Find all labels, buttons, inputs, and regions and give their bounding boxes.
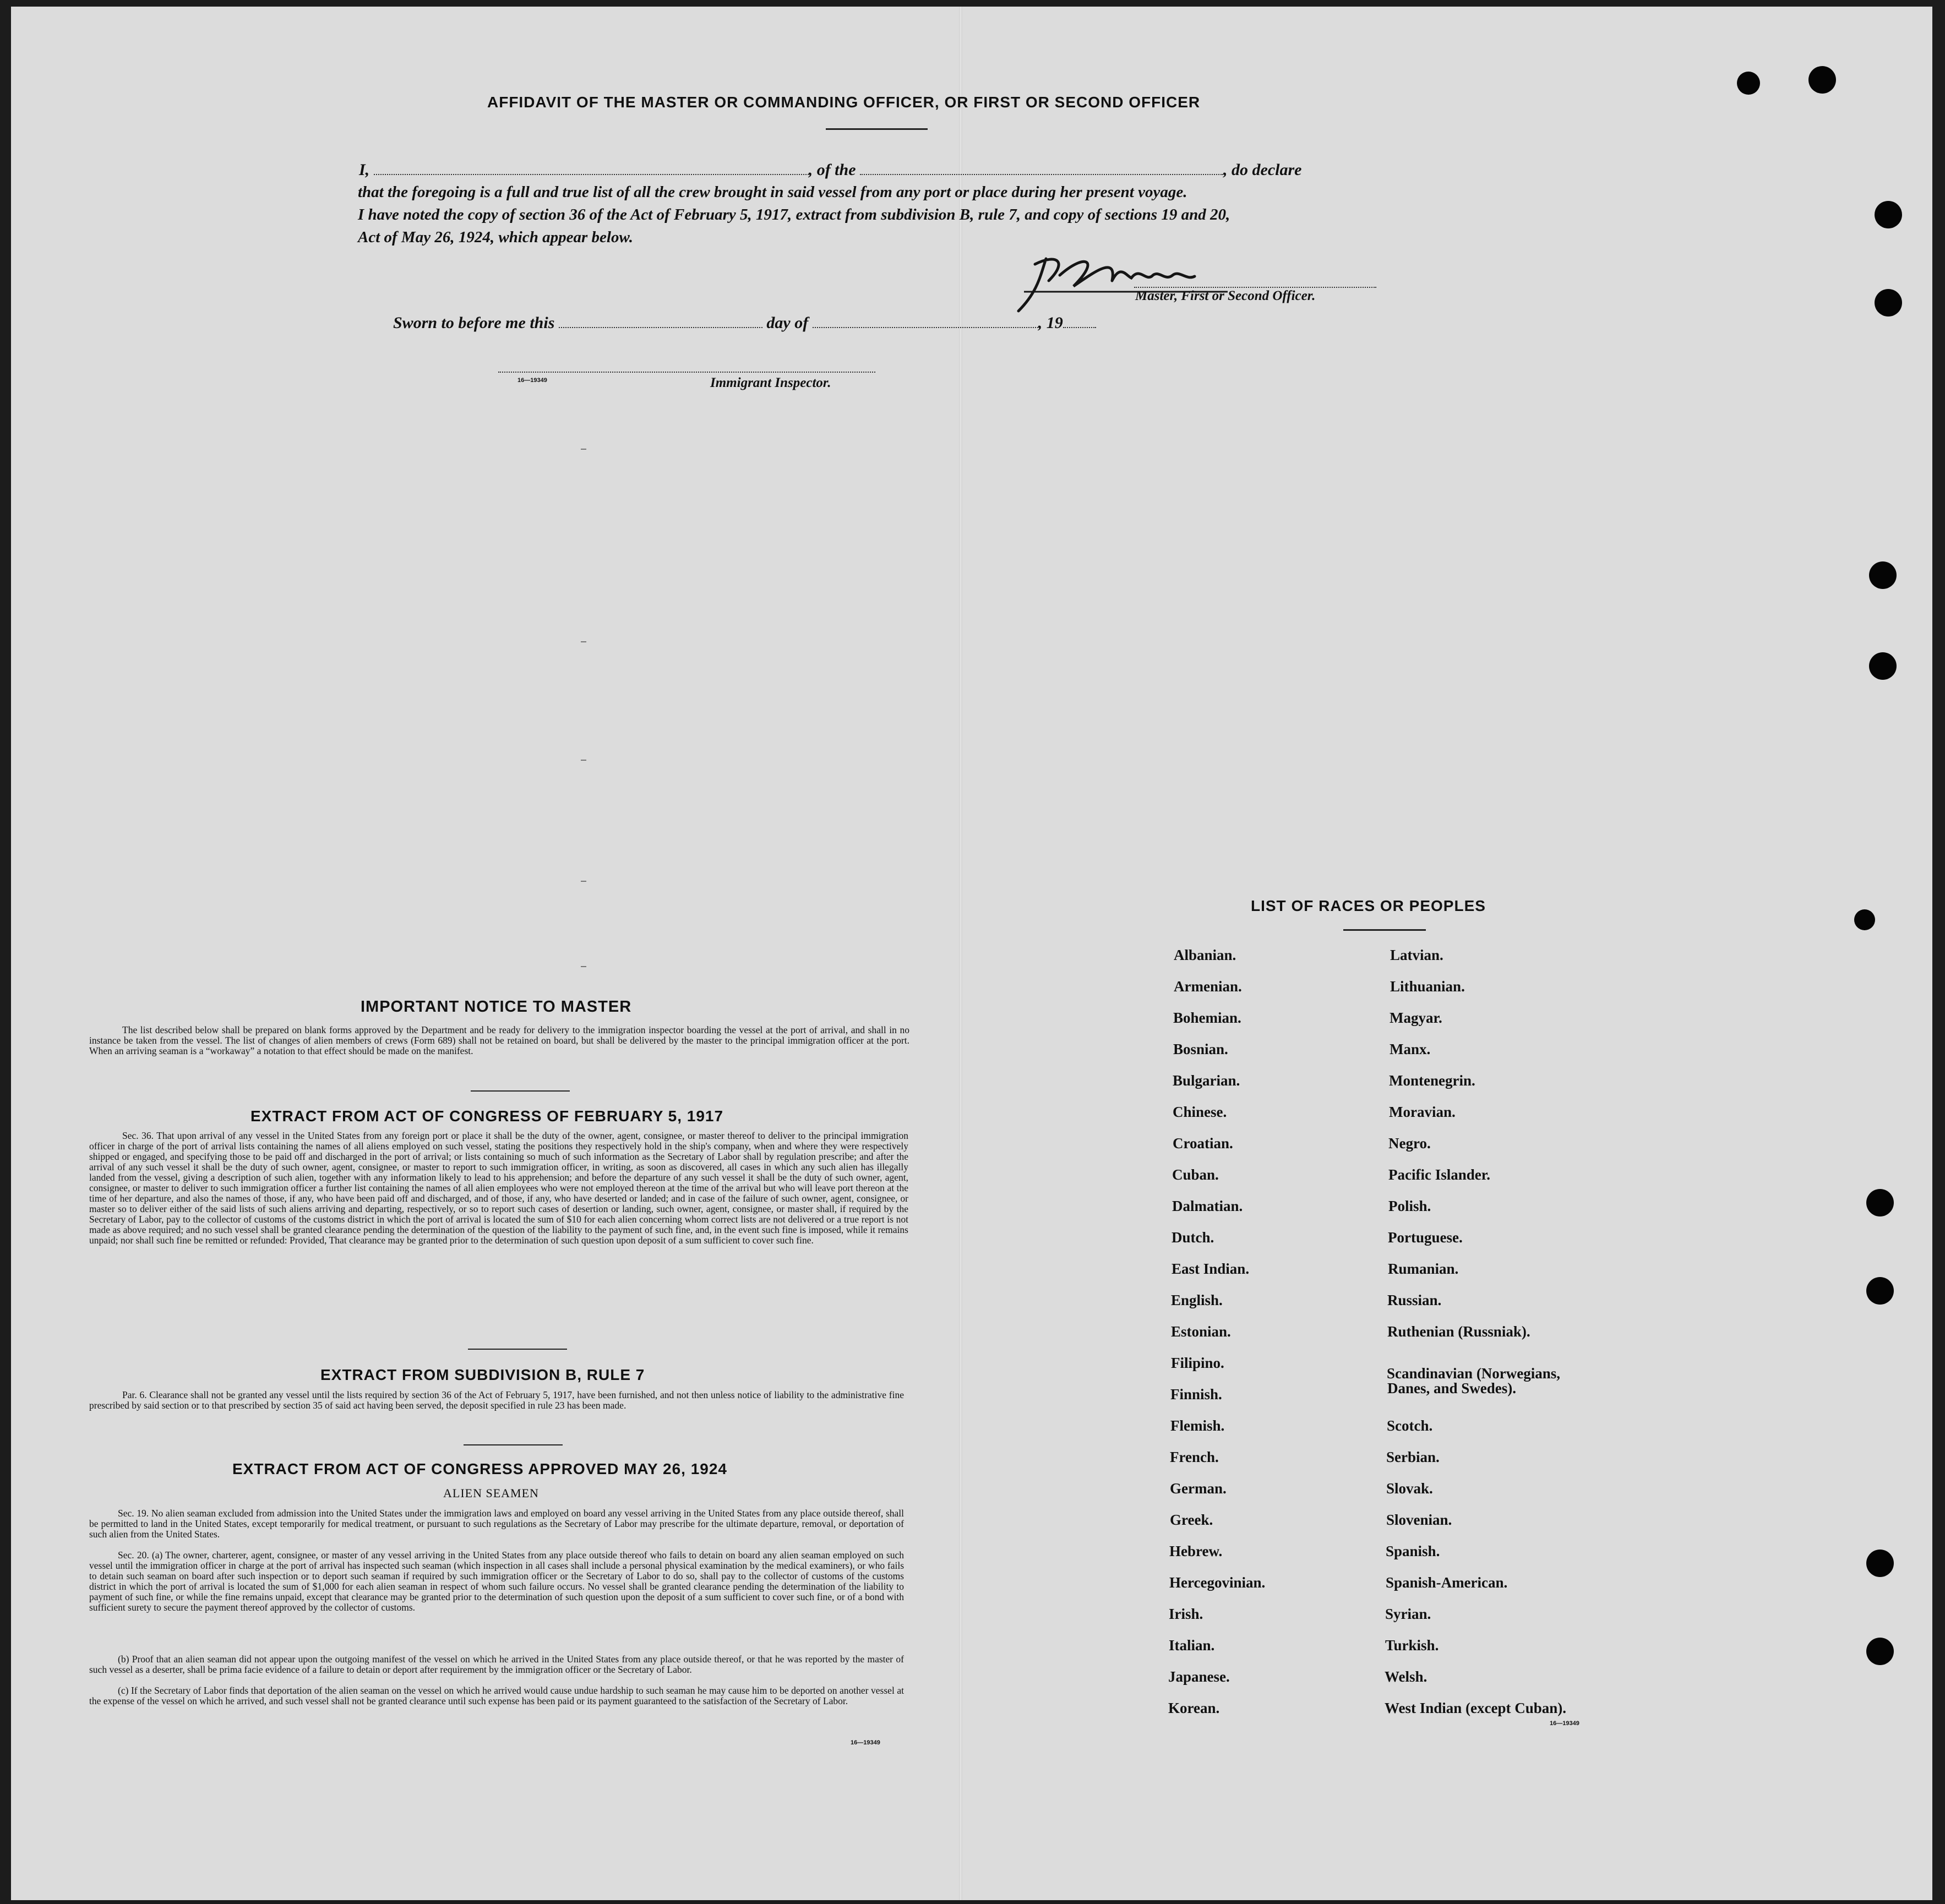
race-item: Albanian.: [1174, 947, 1236, 963]
inspector-caption: Immigrant Inspector.: [710, 375, 831, 390]
punch-hole: [1869, 652, 1897, 680]
race-item: Spanish.: [1386, 1543, 1440, 1559]
declaration-declare: , do declare: [1223, 161, 1302, 179]
extract-1917-text: Sec. 36. That upon arrival of any vessel in the United States from any foreign port or place it shall be the duty of the owner, agent, consignee, or master thereof to deliver to the principal immigration officer in charge of the port of arrival lists containing the names of all aliens employed on such vessel, stating the positions they respectively hold in the ship's company, when and where they were respectively shipped or engaged, and specifying those to be paid off and discharged in the port of arrival; or lists containing so much of such information as the Secretary of Labor shall by regulation prescribe; and after the arrival of any such vessel it shall be the duty of such owner, agent, consignee, or master to report to such immigration officer, in writing, as soon as discovered, all cases in which any such alien has illegally landed from the vessel, giving a description of such alien, together with any information likely to lead to his apprehension; and before the departure of any such vessel it shall be the duty of such owner, agent, consignee, or master to deliver to such immigration officer a further list containing the names of all alien employees who were not employed thereon at the time of the arrival but who will leave port thereon at the time of her departure, and also the names of those, if any, who have been paid off and discharged, and of those, if any, who have deserted or landed; and in case of the failure of such owner, agent, consignee, or master so to deliver either of the said lists of such aliens arriving and departing, respectively, or so to report such cases of desertion or landing, such owner, agent, consignee, or master shall, if required by the Secretary of Labor, pay to the collector of customs of the customs district in which the port of arrival is located the sum of $10 for each alien concerning whom correct lists are not delivered or a true report is not made as above required; and no such vessel shall be granted clearance pending the determination of the question of the liability to the payment of such fine, and, in the event such fine is imposed, while it remains unpaid; nor shall such fine be remitted or refunded: Provided, That clearance may be granted prior to the determination of such question upon deposit of a sum sufficient to cover such fine.: [89, 1130, 908, 1246]
race-item: Welsh.: [1385, 1668, 1428, 1685]
race-item: Latvian.: [1390, 947, 1443, 963]
sec20c-text: (c) If the Secretary of Labor finds that deportation of the alien seaman on the vessel on which he arrived would cause undue hardship to such seaman he may cause him to be deported on another vessel at the expense of the vessel on which he arrived, and such vessel shall not be granted clearance until such expense has been paid or its payment guaranteed to the satisfaction of the Secretary of Labor.: [89, 1685, 904, 1706]
race-item: Finnish.: [1170, 1386, 1222, 1403]
race-item: Negro.: [1388, 1135, 1431, 1152]
extract-form-number: 16—19349: [851, 1739, 880, 1746]
punch-hole: [1854, 909, 1875, 930]
race-item: Bohemian.: [1173, 1010, 1241, 1026]
race-item: Hebrew.: [1169, 1543, 1223, 1559]
margin-mark: [581, 966, 586, 967]
punch-hole: [1866, 1550, 1894, 1577]
declaration-line-2: that the foregoing is a full and true list of all the crew brought in said vessel from any port or place during her present voyage.: [358, 183, 1187, 201]
signature-caption: Master, First or Second Officer.: [1135, 288, 1316, 303]
margin-mark: [581, 449, 586, 450]
vessel-field[interactable]: [860, 173, 1223, 175]
race-item: Croatian.: [1173, 1135, 1233, 1152]
punch-hole: [1875, 289, 1902, 317]
declaration-of-the: , of the: [808, 161, 856, 179]
race-item: Bulgarian.: [1173, 1072, 1240, 1089]
race-item: Scandinavian (Norwegians,: [1387, 1365, 1561, 1382]
race-item: Scotch.: [1387, 1417, 1433, 1434]
race-item: Slovak.: [1386, 1480, 1433, 1497]
punch-hole: [1869, 561, 1897, 589]
race-item: Pacific Islander.: [1388, 1166, 1490, 1183]
races-rule: [1343, 929, 1426, 931]
title-rule: [826, 128, 928, 130]
rule7-text: Par. 6. Clearance shall not be granted any vessel until the lists required by section 36 of the Act of February 5, 1917, have been furnished, and not then unless notice of liability to the administrative fine prescribed by said section or to that prescribed by section 35 of said act having been served, the deposit specified in rule 23 has been made.: [89, 1389, 904, 1411]
race-item: Dalmatian.: [1172, 1198, 1243, 1214]
race-item: Ruthenian (Russniak).: [1387, 1323, 1530, 1340]
race-item: Lithuanian.: [1390, 978, 1465, 995]
race-item: Portuguese.: [1388, 1229, 1463, 1246]
race-item: Turkish.: [1385, 1637, 1439, 1654]
races-form-number: 16—19349: [1550, 1720, 1579, 1727]
race-item: East Indian.: [1172, 1261, 1250, 1277]
race-item: Estonian.: [1171, 1323, 1231, 1340]
race-item: Cuban.: [1172, 1166, 1219, 1183]
race-item: Rumanian.: [1388, 1261, 1459, 1277]
race-item: English.: [1171, 1292, 1223, 1308]
inspector-line: [498, 372, 875, 373]
race-item: Filipino.: [1171, 1355, 1224, 1371]
race-item: Montenegrin.: [1389, 1072, 1475, 1089]
race-item: Magyar.: [1390, 1010, 1442, 1026]
race-item: Slovenian.: [1386, 1512, 1452, 1528]
affidavit-title: AFFIDAVIT OF THE MASTER OR COMMANDING OFFICER, OR FIRST OR SECOND OFFICER: [487, 94, 1201, 111]
extract-1924-title: EXTRACT FROM ACT OF CONGRESS APPROVED MAY 26, 1924: [232, 1460, 727, 1477]
race-item: Syrian.: [1385, 1606, 1431, 1622]
punch-hole: [1808, 66, 1836, 94]
race-item: Manx.: [1390, 1041, 1431, 1057]
extract-1917-title: EXTRACT FROM ACT OF CONGRESS OF FEBRUARY 5, 1917: [250, 1108, 724, 1125]
race-item: Hercegovinian.: [1169, 1574, 1266, 1591]
sworn-year-prefix: , 19: [1038, 314, 1063, 332]
race-item: Serbian.: [1386, 1449, 1440, 1465]
notice-rule: [471, 1090, 570, 1092]
race-item: Flemish.: [1170, 1417, 1225, 1434]
margin-mark: [581, 881, 586, 882]
race-item: Japanese.: [1168, 1668, 1230, 1685]
declaration-line-3: I have noted the copy of section 36 of the Act of February 5, 1917, extract from subdivision B, rule 7, and copy of sections 19 and 20,: [358, 206, 1230, 223]
race-item: Russian.: [1387, 1292, 1442, 1308]
sec20b-text: (b) Proof that an alien seaman did not appear upon the outgoing manifest of the vessel on which he arrived in the United States from any place outside thereof, or that he was reported by the master of such vessel as a deserter, shall be prima facie evidence of a failure to detain or deport after requirement by the immigration officer or the Secretary of Labor.: [89, 1654, 904, 1675]
sworn-year-field[interactable]: [1063, 326, 1096, 328]
sworn-day-field[interactable]: [559, 326, 762, 328]
race-item: Irish.: [1169, 1606, 1203, 1622]
rule7-title: EXTRACT FROM SUBDIVISION B, RULE 7: [320, 1366, 645, 1383]
punch-hole: [1866, 1277, 1894, 1305]
declaration-line-4: Act of May 26, 1924, which appear below.: [358, 228, 633, 246]
race-item: Chinese.: [1173, 1104, 1227, 1120]
race-item: Greek.: [1170, 1512, 1213, 1528]
sworn-line: [393, 314, 1096, 332]
race-item: Korean.: [1168, 1700, 1220, 1716]
document-sheet: [11, 7, 1932, 1900]
declaration-line-1: [359, 161, 1301, 179]
rule7-rule: [464, 1444, 563, 1445]
notice-title: IMPORTANT NOTICE TO MASTER: [361, 998, 632, 1016]
sec20a-text: Sec. 20. (a) The owner, charterer, agent, consignee, or master of any vessel arriving in the United States from any place outside thereof who fails to detain on board any alien seaman employed on such vessel until the immigration officer in charge at the port of arrival has inspected such seaman (which inspection in all cases shall include a personal physical examination by the medical examiners), or who fails to detain such seaman on board after such inspection or to deport such seaman if required by such immigration officer or the Secretary of Labor to do so, shall pay to the collector of customs of the customs district in which the port of arrival is located the sum of $1,000 for each alien seaman in respect of whom such failure occurs. No vessel shall be granted clearance pending the determination of the liability to payment of such fine, or while the fine remains unpaid, except that clearance may be granted prior to the determination of such question upon the deposit of a sum sufficient to cover such fine, or of a bond with sufficient surety to secure the payment thereof approved by the collector of customs.: [89, 1550, 904, 1613]
margin-mark: [581, 641, 586, 642]
signature-dotted-line: [1134, 287, 1376, 288]
punch-hole: [1866, 1638, 1894, 1665]
race-scandinavian-continued: Danes, and Swedes).: [1387, 1380, 1517, 1396]
sworn-month-field[interactable]: [813, 326, 1038, 328]
race-item: Dutch.: [1172, 1229, 1214, 1246]
sworn-label: Sworn to before me this: [393, 314, 555, 332]
sec19-text: Sec. 19. No alien seaman excluded from admission into the United States under the immigration laws and employed on board any vessel arriving in the United States from any place outside thereof, shall be permitted to land in the United States, except temporarily for medical treatment, or pursuant to such regulations as the Secretary of Labor may prescribe for the ultimate departure, removal, or deportation of such alien from the United States.: [89, 1508, 904, 1540]
page-fold: [959, 7, 962, 1900]
race-item: French.: [1170, 1449, 1219, 1465]
race-item: Polish.: [1388, 1198, 1431, 1214]
form-number: 16—19349: [517, 377, 547, 384]
master-signature: [1007, 242, 1239, 319]
extract-1917-rule: [468, 1349, 567, 1350]
sworn-day-of: day of: [766, 314, 809, 332]
notice-text: The list described below shall be prepared on blank forms approved by the Department and be ready for delivery to the immigration inspector boarding the vessel at the port of arrival, and shall in no instance be taken from the vessel. The list of changes of alien members of crews (Form 689) shall not be retained on board, but shall be delivered by the master to the principal immigration officer at the port. When an arriving seaman is a “workaway” a notation to that effect should be made on the manifest.: [89, 1024, 909, 1056]
race-item: Bosnian.: [1173, 1041, 1228, 1057]
declaration-i: I,: [359, 161, 370, 179]
race-item: German.: [1170, 1480, 1227, 1497]
race-item: West Indian (except Cuban).: [1385, 1700, 1567, 1716]
race-item: Italian.: [1169, 1637, 1215, 1654]
punch-hole: [1866, 1189, 1894, 1216]
punch-hole: [1737, 72, 1760, 95]
punch-hole: [1875, 201, 1902, 228]
races-title: LIST OF RACES OR PEOPLES: [1251, 897, 1486, 914]
race-item: Spanish-American.: [1386, 1574, 1508, 1591]
alien-seamen-heading: ALIEN SEAMEN: [443, 1486, 539, 1500]
name-field[interactable]: [374, 173, 809, 175]
race-item: Moravian.: [1389, 1104, 1456, 1120]
race-item: Armenian.: [1174, 978, 1242, 995]
margin-mark: [581, 760, 586, 761]
